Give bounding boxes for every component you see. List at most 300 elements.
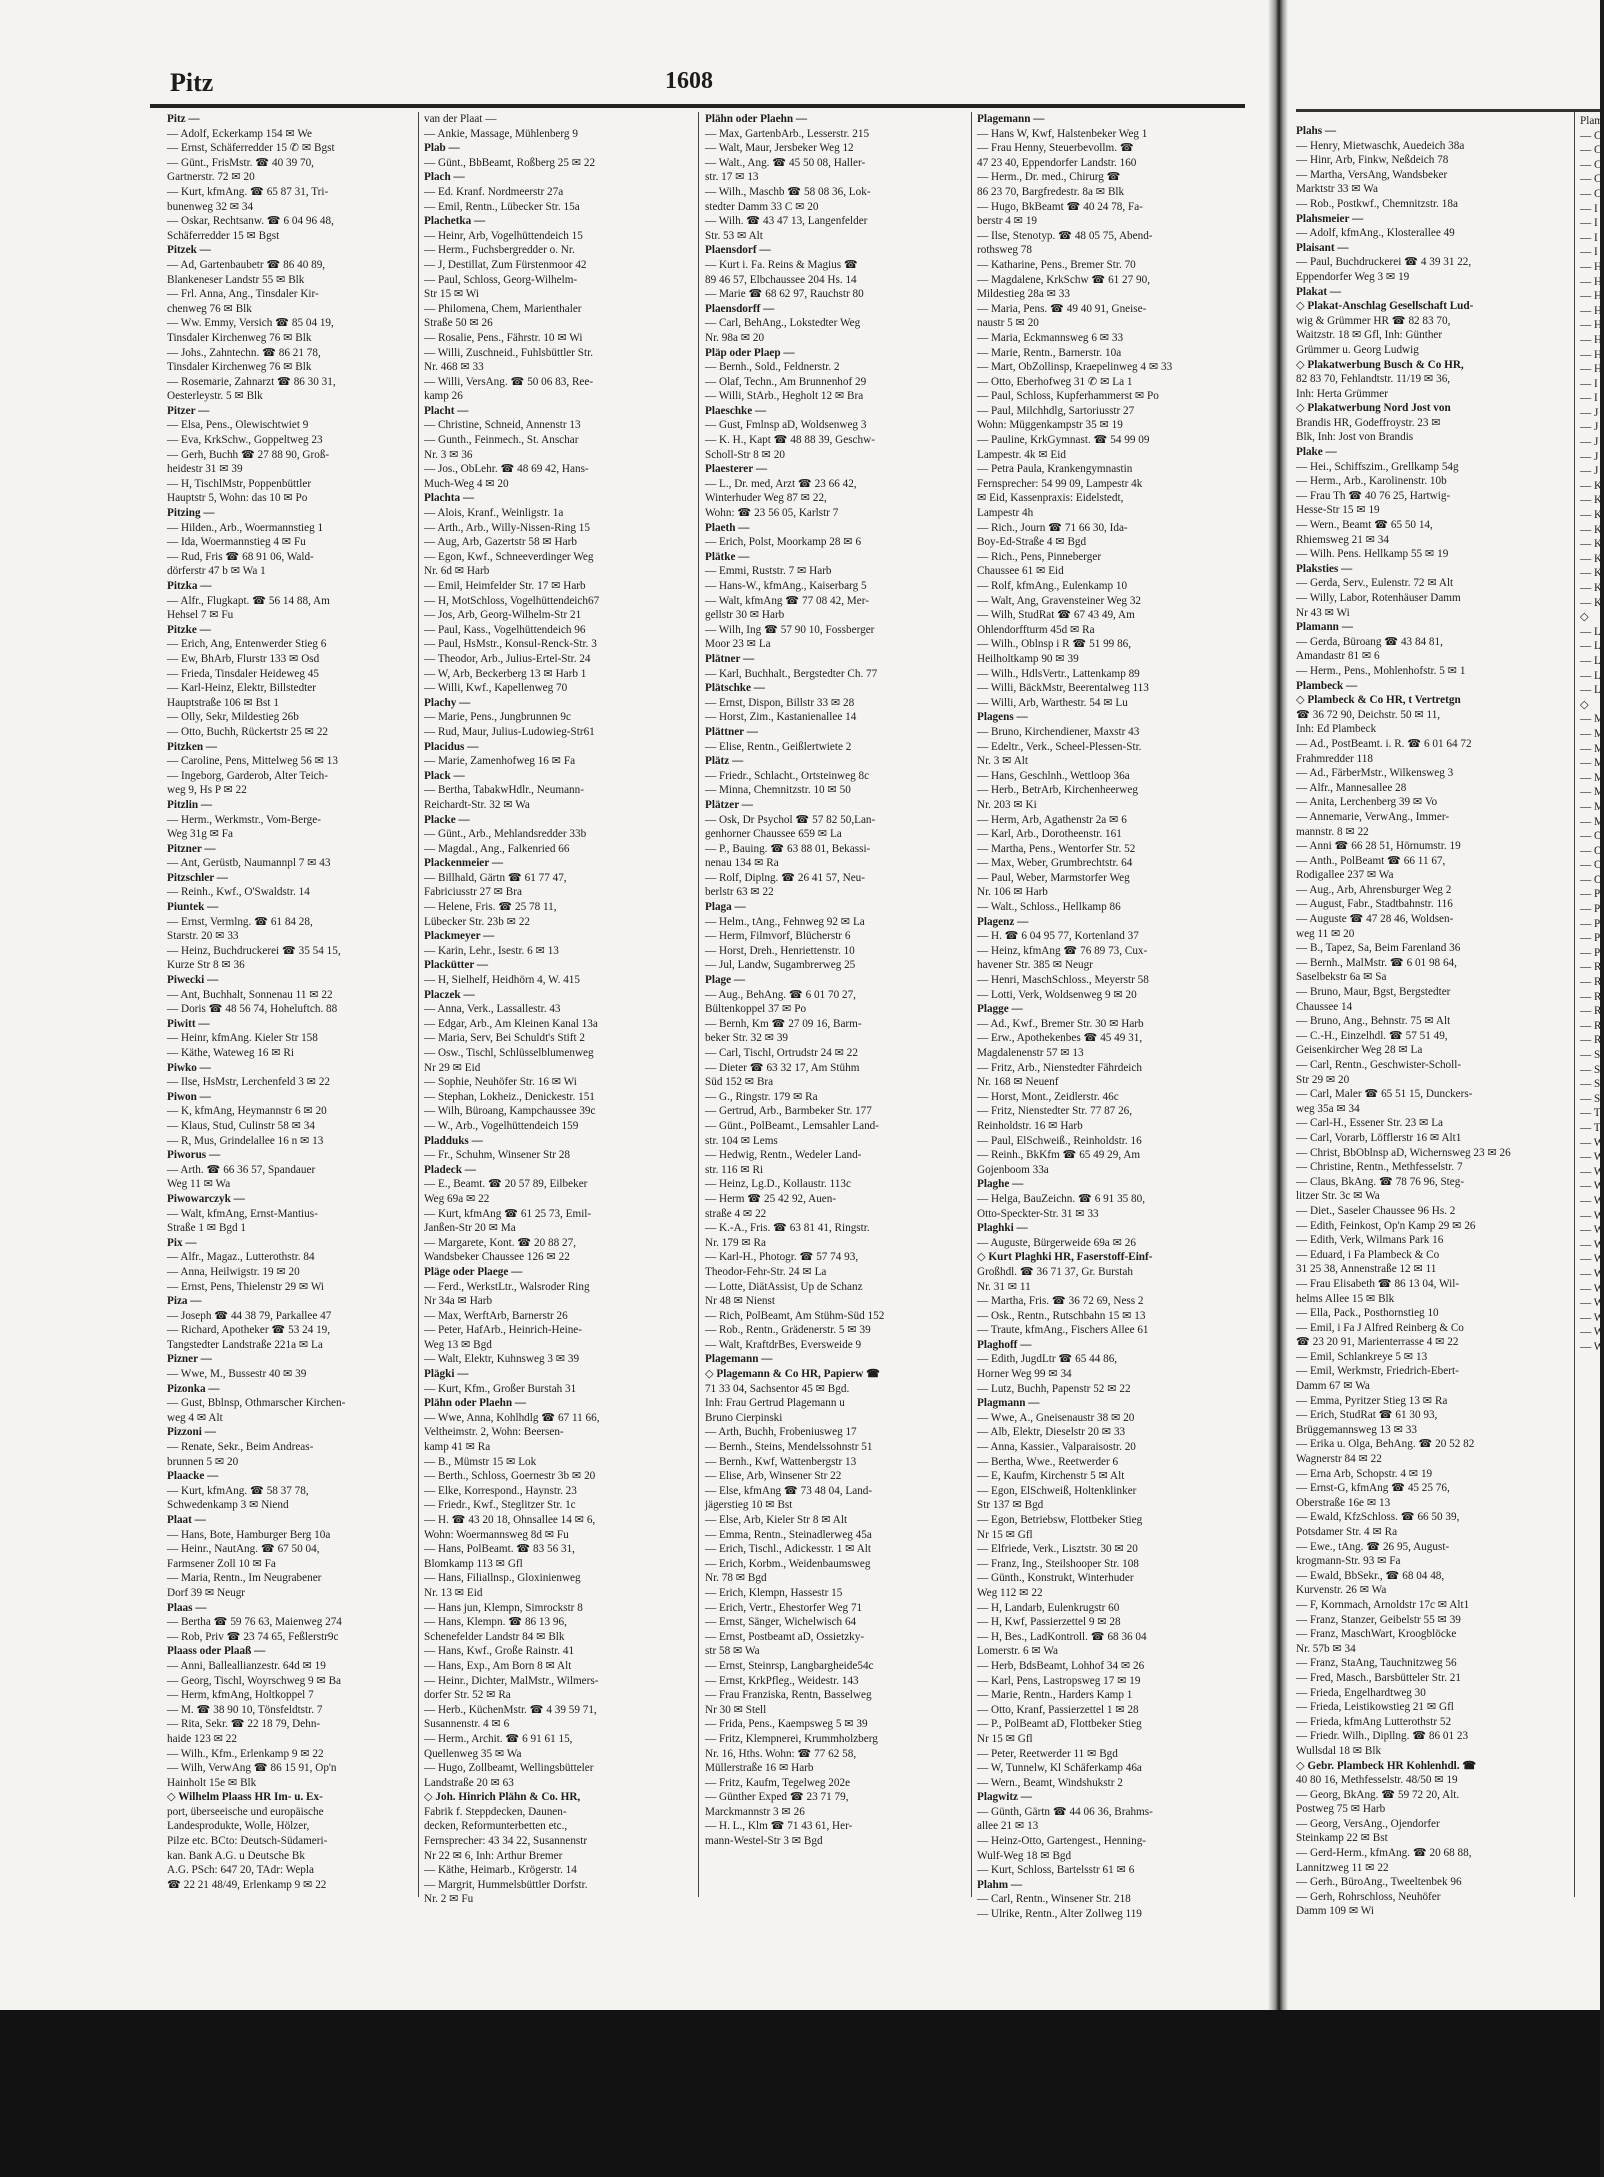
entry-line: — Stephan, Lokheiz., Denickestr. 151 xyxy=(424,1090,595,1103)
entry-line: — Maria, Rentn., Im Neugrabener xyxy=(167,1572,322,1585)
entry-line: Fernsprecher: 43 34 22, Susannenstr xyxy=(424,1835,588,1848)
entry-line: stedter Damm 33 C ✉ 20 xyxy=(705,200,819,213)
entry-line: — Christine, Rentn., Methfesselstr. 7 xyxy=(1296,1161,1463,1174)
entry-line: Fernsprecher: 54 99 09, Lampestr 4k xyxy=(977,477,1143,490)
entry-line: Piworus — xyxy=(167,1149,221,1162)
entry-line: — Wilh, VerwAng ☎ 86 15 91, Op'n xyxy=(167,1762,337,1775)
entry-line: Landstraße 20 ✉ 63 xyxy=(424,1776,514,1789)
entry-line: — Reinh., Kwf., O'Swaldstr. 14 xyxy=(167,886,310,899)
entry-line: — Ewe., tAng. ☎ 26 95, August- xyxy=(1296,1540,1450,1553)
entry-line: Plake — xyxy=(1296,446,1337,459)
entry-line: — Heinz-Otto, Gartengest., Henning- xyxy=(977,1835,1147,1848)
entry-line: Pitzner — xyxy=(167,842,216,855)
entry-line: Piwon — xyxy=(167,1090,211,1103)
entry-line: — Annemarie, VerwAng., Immer- xyxy=(1296,810,1450,823)
directory-column xyxy=(1580,114,1604,1904)
entry-line: Lomerstr. 6 ✉ Wa xyxy=(977,1645,1058,1658)
entry-line: — Hei., Schiffszim., Grellkamp 54g xyxy=(1296,460,1459,473)
entry-line: Lannitzweg 11 ✉ 22 xyxy=(1296,1861,1389,1874)
entry-line: — Hans-W., kfmAng., Kaiserbarg 5 xyxy=(705,580,867,592)
entry-line: — Horst, Zim., Kastanienallee 14 xyxy=(705,711,857,724)
entry-line: — Johs., Zahntechn. ☎ 86 21 78, xyxy=(167,346,321,359)
entry-line: Damm 67 ✉ Wa xyxy=(1296,1380,1370,1393)
entry-line: — Erw., Apothekenbes ☎ 45 49 31, xyxy=(977,1032,1143,1045)
entry-line: Nr. 106 ✉ Harb xyxy=(977,886,1048,899)
entry-line: — K, kfmAng, Heymannstr 6 ✉ 20 xyxy=(167,1105,327,1118)
entry-line: — Lutz, Buchh, Papenstr 52 ✉ 22 xyxy=(977,1382,1131,1395)
entry-line: — Maria, Eckmannsweg 6 ✉ 33 xyxy=(977,331,1124,344)
entry-line: Plaga — xyxy=(705,901,746,914)
entry-line: Großhdl. ☎ 36 71 37, Gr. Burstah xyxy=(977,1265,1133,1278)
entry-line: — I xyxy=(1580,202,1598,215)
entry-line: — Frieda, Engelhardtweg 30 xyxy=(1296,1686,1426,1699)
entry-line: — Otto, Eberhofweg 31 ✆ ✉ La 1 xyxy=(977,375,1133,388)
entry-line: haide 123 ✉ 22 xyxy=(167,1732,237,1745)
entry-line: — Elsa, Pens., Olewischtwiet 9 xyxy=(167,419,309,432)
entry-line: Plätschke — xyxy=(705,682,765,695)
entry-line: — Herm., Archit. ☎ 6 91 61 15, xyxy=(424,1732,573,1745)
directory-column xyxy=(705,112,953,1902)
entry-line: — Katharine, Pens., Bremer Str. 70 xyxy=(977,258,1136,271)
entry-line: Kurvenstr. 26 ✉ Wa xyxy=(1296,1584,1387,1597)
entry-line: Magdalenenstr 57 ✉ 13 xyxy=(977,1047,1084,1059)
entry-line: — Anth., PolBeamt ☎ 66 11 67, xyxy=(1296,854,1446,867)
entry-line: Veltheimstr. 2, Wohn: Beersen- xyxy=(424,1426,564,1439)
entry-line: — Gunth., Feinmech., St. Anschar xyxy=(424,434,579,447)
entry-line: — Renate, Sekr., Beim Andreas- xyxy=(167,1441,314,1454)
entry-line: — Egon, Betriebsw, Flottbeker Stieg xyxy=(977,1514,1143,1526)
entry-line: — Ew, BhArb, Flurstr 133 ✉ Osd xyxy=(167,652,320,665)
entry-line: 47 23 40, Eppendorfer Landstr. 160 xyxy=(977,156,1137,169)
entry-line: — Erich, Tischl., Adickesstr. 1 ✉ Alt xyxy=(705,1543,872,1556)
entry-line: — Helm., tAng., Fehnweg 92 ✉ La xyxy=(705,915,865,928)
entry-line: — Emil, Schlankreye 5 ✉ 13 xyxy=(1296,1350,1428,1363)
entry-line: krogmann-Str. 93 ✉ Fa xyxy=(1296,1555,1401,1568)
entry-line: ☎ 36 72 90, Deichstr. 50 ✉ 11, xyxy=(1296,708,1441,721)
entry-line: — Fred, Masch., Barsbütteler Str. 21 xyxy=(1296,1671,1461,1684)
entry-line: — P xyxy=(1580,917,1601,930)
entry-line: Straße 50 ✉ 26 xyxy=(424,317,493,330)
entry-line: Wagnerstr 84 ✉ 22 xyxy=(1296,1453,1382,1466)
entry-line: — C.-H., Einzelhdl. ☎ 57 51 49, xyxy=(1296,1029,1448,1042)
entry-line: Nr 48 ✉ Nienst xyxy=(705,1295,775,1308)
entry-line: — W xyxy=(1580,1282,1604,1295)
entry-line: Weg 13 ✉ Bgd xyxy=(424,1338,492,1351)
entry-line: — Max, Weber, Grumbrechtstr. 64 xyxy=(977,857,1133,870)
entry-line: — R xyxy=(1580,961,1602,974)
entry-line: — L xyxy=(1580,684,1601,697)
entry-line: — Ernst, KrkPfleg., Weidestr. 143 xyxy=(705,1674,859,1687)
entry-line: Nr. 6d ✉ Harb xyxy=(424,565,490,578)
entry-line: Nr. 16, Hths. Wohn: ☎ 77 62 58, xyxy=(705,1747,857,1760)
entry-line: — Kurt, Kfm., Großer Burstah 31 xyxy=(424,1382,577,1395)
entry-line: kamp 26 xyxy=(424,390,463,403)
entry-line: — H. ☎ 43 20 18, Ohnsallee 14 ✉ 6, xyxy=(424,1514,596,1526)
entry-line: — Käthe, Wateweg 16 ✉ Ri xyxy=(167,1047,294,1059)
entry-line: — Hugo, BkBeamt ☎ 40 24 78, Fa- xyxy=(977,200,1143,213)
entry-line: — Kurt, Schloss, Bartelsstr 61 ✉ 6 xyxy=(977,1864,1135,1877)
entry-line: — Philomena, Chem, Marienthaler xyxy=(424,302,582,315)
entry-line: — Jos, Arb, Georg-Wilhelm-Str 21 xyxy=(424,609,582,622)
entry-line: — Gust, Bblnsp, Othmarscher Kirchen- xyxy=(167,1397,346,1410)
entry-line: — Carl, Maler ☎ 65 51 15, Dunckers- xyxy=(1296,1088,1473,1101)
entry-line: — Bernh, Km ☎ 27 09 16, Barm- xyxy=(705,1017,862,1030)
entry-line: Nr. 78 ✉ Bgd xyxy=(705,1572,767,1585)
entry-line: — M xyxy=(1580,800,1604,813)
entry-line: Süd 152 ✉ Bra xyxy=(705,1076,774,1089)
entry-line: Placidus — xyxy=(424,740,479,753)
entry-line: — M xyxy=(1580,815,1604,828)
entry-line: Plackenmeier — xyxy=(424,857,504,870)
entry-line: dorfer Str. 52 ✉ Ra xyxy=(424,1689,511,1702)
entry-line: Wullsdal 18 ✉ Blk xyxy=(1296,1744,1382,1757)
entry-line: — Rolf, kfmAng., Eulenkamp 10 xyxy=(977,580,1128,592)
entry-line: — Max, WerftArb, Barnerstr 26 xyxy=(424,1309,568,1322)
entry-line: str 58 ✉ Wa xyxy=(705,1645,760,1658)
entry-line: Plam xyxy=(1580,115,1603,127)
entry-line: — Adolf, Eckerkamp 154 ✉ We xyxy=(167,127,312,140)
entry-line: Scholl-Str 8 ✉ 20 xyxy=(705,448,785,461)
entry-line: kamp 41 ✉ Ra xyxy=(424,1441,491,1454)
page-number: 1608 xyxy=(665,68,713,94)
entry-line: — Arth, Buchh, Frobeniusweg 17 xyxy=(705,1426,857,1439)
entry-line: 31 25 38, Annenstraße 12 ✉ 11 xyxy=(1296,1263,1437,1276)
entry-line: — Wilh., Maschb ☎ 58 08 36, Lok- xyxy=(705,185,871,198)
entry-line: — H xyxy=(1580,260,1603,273)
entry-line: — Herm, Arb, Agathenstr 2a ✉ 6 xyxy=(977,813,1127,826)
entry-line: Plagenz — xyxy=(977,915,1029,928)
entry-line: — P xyxy=(1580,888,1601,901)
entry-line: Pitzek — xyxy=(167,244,211,257)
entry-line: — Herm ☎ 25 42 92, Auen- xyxy=(705,1192,837,1205)
entry-line: 86 23 70, Bargfredestr. 8a ✉ Blk xyxy=(977,185,1125,198)
entry-line: — Friedr. Wilh., Dipllng. ☎ 86 01 23 xyxy=(1296,1730,1469,1743)
entry-line: — Karin, Lehr., Isestr. 6 ✉ 13 xyxy=(424,944,559,957)
entry-line: Fabriciusstr 27 ✉ Bra xyxy=(424,886,522,899)
entry-line: — H xyxy=(1580,363,1603,376)
entry-line: Brandis HR, Godeffroystr. 23 ✉ xyxy=(1296,416,1441,429)
entry-line: — L xyxy=(1580,640,1601,653)
entry-line: — Rosemarie, Zahnarzt ☎ 86 30 31, xyxy=(167,375,336,388)
entry-line: Plaisant — xyxy=(1296,241,1349,254)
entry-line: — Heinz, Lg.D., Kollaustr. 113c xyxy=(705,1178,851,1191)
entry-line: Plagens — xyxy=(977,711,1028,724)
entry-line: — Sophie, Neuhöfer Str. 16 ✉ Wi xyxy=(424,1076,577,1089)
entry-line: — Arth., Arb., Willy-Nissen-Ring 15 xyxy=(424,521,590,534)
entry-line: — P., Bauing. ☎ 63 88 01, Bekassi- xyxy=(705,842,871,855)
entry-line: — Wern., Beamt ☎ 65 50 14, xyxy=(1296,519,1433,532)
entry-line: Starstr. 20 ✉ 33 xyxy=(167,930,239,943)
entry-line: Reinholdstr. 16 ✉ Harb xyxy=(977,1119,1083,1132)
entry-line: — Fr., Schuhm, Winsener Str 28 xyxy=(424,1149,571,1162)
entry-line: Plätzer — xyxy=(705,798,753,811)
entry-line: Plaghoff — xyxy=(977,1338,1032,1351)
entry-line: — M xyxy=(1580,771,1604,784)
entry-line: Frahmredder 118 xyxy=(1296,752,1373,765)
entry-line: — W, Arb, Beckerberg 13 ✉ Harb 1 xyxy=(424,667,587,680)
entry-line: — Osk, Dr Psychol ☎ 57 82 50,Lan- xyxy=(705,813,876,826)
entry-line: — Ewald, KfzSchloss. ☎ 66 50 39, xyxy=(1296,1511,1460,1524)
entry-line: — Carl-H., Essener Str. 23 ✉ La xyxy=(1296,1117,1444,1130)
entry-line: — Fritz, Nienstedter Str. 77 87 26, xyxy=(977,1105,1133,1118)
entry-line: — W xyxy=(1580,1238,1604,1251)
entry-line: ✉ Eid, Kassenpraxis: Eidelstedt, xyxy=(977,492,1124,505)
entry-line: Pizonka — xyxy=(167,1382,220,1395)
entry-line: Kurze Str 8 ✉ 36 xyxy=(167,959,245,972)
entry-line: Plab — xyxy=(424,142,460,155)
entry-line: — H xyxy=(1580,290,1603,303)
entry-line: Plagge — xyxy=(977,1003,1023,1016)
entry-line: — R xyxy=(1580,1034,1602,1047)
entry-line: wig & Grümmer HR ☎ 82 83 70, xyxy=(1296,314,1451,327)
entry-line: — Eva, KrkSchw., Goppeltweg 23 xyxy=(167,434,323,447)
entry-line: — P xyxy=(1580,932,1601,945)
entry-line: — Gerd-Herm., kfmAng. ☎ 20 68 88, xyxy=(1296,1847,1472,1860)
entry-line: — Horst, Mont., Zeidlerstr. 46c xyxy=(977,1090,1119,1103)
entry-line: — Willi, BäckMstr, Beerentalweg 113 xyxy=(977,682,1149,695)
entry-line: — Heinr., Dichter, MalMstr., Wilmers- xyxy=(424,1674,599,1687)
entry-line: — Herb., BetrArb, Kirchenheerweg xyxy=(977,784,1138,797)
entry-line: — W xyxy=(1580,1253,1604,1266)
entry-line: Pladeck — xyxy=(424,1163,476,1176)
entry-line: — Horst, Dreh., Henriettenstr. 10 xyxy=(705,944,855,957)
entry-line: — Alois, Kranf., Weinligstr. 1a xyxy=(424,507,564,520)
entry-line: — Edith, Feinkost, Op'n Kamp 29 ✉ 26 xyxy=(1296,1219,1476,1232)
entry-line: — Rich., Journ ☎ 71 66 30, Ida- xyxy=(977,521,1128,534)
entry-line: — P., PolBeamt aD, Flottbeker Stieg xyxy=(977,1718,1142,1731)
entry-line: — O xyxy=(1580,873,1603,886)
entry-line: Plätke — xyxy=(705,550,750,563)
entry-line: — W xyxy=(1580,1326,1604,1339)
entry-line: — Edeltr., Verk., Scheel-Plessen-Str. xyxy=(977,740,1142,753)
entry-line: Wohn: ☎ 23 56 05, Karlstr 7 xyxy=(705,507,839,520)
entry-line: str. 104 ✉ Lems xyxy=(705,1134,778,1147)
entry-line: — Adolf, kfmAng., Klosterallee 49 xyxy=(1296,227,1455,240)
entry-line: — Carl, Rentn., Winsener Str. 218 xyxy=(977,1893,1131,1906)
entry-line: berstr 4 ✉ 19 xyxy=(977,215,1038,228)
entry-line: — Frau Henny, Steuerbevollm. ☎ xyxy=(977,142,1134,155)
entry-line: — Walt., Schloss., Hellkamp 86 xyxy=(977,901,1121,914)
entry-line: — S xyxy=(1580,1078,1601,1091)
entry-line: Pizzoni — xyxy=(167,1426,216,1439)
entry-line: — Wilh., Oblnsp i R ☎ 51 99 86, xyxy=(977,638,1132,651)
entry-line: — T xyxy=(1580,1121,1601,1134)
entry-line: — Emil, Rentn., Lübecker Str. 15a xyxy=(424,200,580,213)
entry-line: Lampestr 4h xyxy=(977,507,1034,520)
entry-line: Plaghe — xyxy=(977,1178,1024,1191)
entry-line: ◇ Plakat-Anschlag Gesellschaft Lud- xyxy=(1296,300,1474,313)
entry-line: weg 11 ✉ 20 xyxy=(1296,927,1355,940)
entry-line: — Willi, VersAng. ☎ 50 06 83, Ree- xyxy=(424,375,594,388)
entry-line: — K.-A., Fris. ☎ 63 81 41, Ringstr. xyxy=(705,1222,870,1235)
entry-line: — Anna, Verk., Lassallestr. 43 xyxy=(424,1003,561,1016)
entry-line: Pizner — xyxy=(167,1353,212,1366)
entry-line: Pitzlin — xyxy=(167,798,213,811)
entry-line: weg 9, Hs P ✉ 22 xyxy=(167,784,247,797)
entry-line: — Claus, BkAng. ☎ 78 76 96, Steg- xyxy=(1296,1175,1465,1188)
entry-line: — Ernst, Sänger, Wichelwisch 64 xyxy=(705,1616,857,1629)
book-spine xyxy=(1268,0,1288,2010)
entry-line: — Günt., PolBeamt., Lemsahler Land- xyxy=(705,1119,879,1132)
entry-line: ◇ Plakatwerbung Nord Jost von xyxy=(1296,402,1451,415)
entry-line: kan. Bank A.G. u Deutsche Bk xyxy=(167,1849,305,1862)
entry-line: Nr 34a ✉ Harb xyxy=(424,1295,493,1308)
entry-line: — Margarete, Kont. ☎ 20 88 27, xyxy=(424,1236,576,1249)
entry-line: — Rud, Fris ☎ 68 91 06, Wald- xyxy=(167,550,314,563)
entry-line: — Bertha, TabakwHdlr., Neumann- xyxy=(424,784,584,797)
entry-line: Bruno Cierpinski xyxy=(705,1411,783,1424)
column-divider xyxy=(698,112,699,1897)
entry-line: — Kurt, kfmAng ☎ 61 25 73, Emil- xyxy=(424,1207,592,1220)
entry-line: Lampestr. 4k ✉ Eid xyxy=(977,448,1066,461)
entry-line: Plamann — xyxy=(1296,621,1353,634)
entry-line: — I xyxy=(1580,392,1598,405)
entry-line: — Pauline, KrkGymnast. ☎ 54 99 09 xyxy=(977,434,1150,447)
entry-line: Str 15 ✉ Wi xyxy=(424,288,480,301)
entry-line: — H, Landarb, Eulenkrugstr 60 xyxy=(977,1601,1120,1614)
entry-line: Plachta — xyxy=(424,492,475,505)
entry-line: naustr 5 ✉ 20 xyxy=(977,317,1039,330)
entry-line: — O xyxy=(1580,844,1603,857)
entry-line: — Günth., Konstrukt, Winterhuder xyxy=(977,1572,1134,1585)
entry-line: — Heinr, Arb, Vogelhüttendeich 15 xyxy=(424,229,583,242)
entry-line: Pläp oder Plaep — xyxy=(705,346,795,359)
entry-line: — Willi, Kwf., Kapellenweg 70 xyxy=(424,682,568,695)
entry-line: Gartnerstr. 72 ✉ 20 xyxy=(167,171,255,184)
entry-line: — K xyxy=(1580,538,1603,551)
entry-line: brunnen 5 ✉ 20 xyxy=(167,1455,239,1468)
entry-line: — E., Beamt. ☎ 20 57 89, Eilbeker xyxy=(424,1178,588,1191)
entry-line: — Frau Th ☎ 40 76 25, Hartwig- xyxy=(1296,489,1451,502)
entry-line: — J xyxy=(1580,436,1599,449)
entry-line: — B., Mümstr 15 ✉ Lok xyxy=(424,1455,537,1468)
entry-line: — Hans, Kwf., Große Rainstr. 41 xyxy=(424,1645,575,1658)
entry-line: — Friedr., Schlacht., Ortsteinweg 8c xyxy=(705,769,870,782)
entry-line: ◇ Joh. Hinrich Plähn & Co. HR, xyxy=(424,1791,581,1804)
entry-line: — Hilden., Arb., Woermannstieg 1 xyxy=(167,521,324,534)
entry-line: Nr. 98a ✉ 20 xyxy=(705,331,765,344)
entry-line: — Emmi, Ruststr. 7 ✉ Harb xyxy=(705,565,832,578)
entry-line: Plack — xyxy=(424,769,465,782)
entry-line: — Gerda, Serv., Eulenstr. 72 ✉ Alt xyxy=(1296,577,1454,590)
entry-line: — Frl. Anna, Ang., Tinsdaler Kir- xyxy=(167,288,319,301)
entry-line: ◇ Gebr. Plambeck HR Kohlenhdl. ☎ xyxy=(1296,1759,1477,1772)
entry-line: Chaussee 61 ✉ Eid xyxy=(977,565,1064,578)
entry-line: — Herm, kfmAng, Holtkoppel 7 xyxy=(167,1689,314,1702)
entry-line: — L xyxy=(1580,654,1601,667)
entry-line: — Martha, Fris. ☎ 36 72 69, Ness 2 xyxy=(977,1295,1144,1308)
entry-line: Mildestieg 28a ✉ 33 xyxy=(977,288,1070,301)
entry-line: — Marie, Rentn., Harders Kamp 1 xyxy=(977,1689,1133,1702)
entry-line: — J xyxy=(1580,421,1599,434)
entry-line: Pitzka — xyxy=(167,580,212,592)
entry-line: Nr. 179 ✉ Ra xyxy=(705,1236,766,1249)
entry-line: — Karl, Buchhalt., Bergstedter Ch. 77 xyxy=(705,667,878,680)
entry-line: — Anna, Heilwigstr. 19 ✉ 20 xyxy=(167,1265,300,1278)
entry-line: — W xyxy=(1580,1165,1604,1178)
entry-line: ◇ Plagemann & Co HR, Papierw ☎ xyxy=(705,1368,881,1381)
entry-line: — Fritz, Arb., Nienstedter Fährdeich xyxy=(977,1061,1142,1074)
entry-line: — S xyxy=(1580,1092,1601,1105)
entry-line: — O xyxy=(1580,859,1603,872)
entry-line: — Friedr., Kwf., Steglitzer Str. 1c xyxy=(424,1499,576,1512)
entry-line: — Frau Franziska, Rentn, Basselweg xyxy=(705,1689,872,1702)
entry-line: — W xyxy=(1580,1297,1604,1310)
entry-line: — August, Fabr., Stadtbahnstr. 116 xyxy=(1296,898,1453,911)
entry-line: — W xyxy=(1580,1209,1604,1222)
entry-line: Nr. 31 ✉ 11 xyxy=(977,1280,1031,1293)
directory-column xyxy=(977,112,1237,1921)
entry-line: — Kurt, kfmAng. ☎ 65 87 31, Tri- xyxy=(167,185,329,198)
entry-line: — Bernh., Steins, Mendelssohnstr 51 xyxy=(705,1441,873,1454)
entry-line: Schäferredder 15 ✉ Bgst xyxy=(167,229,280,242)
entry-line: — P xyxy=(1580,903,1601,916)
entry-line: ☎ 23 20 91, Marienterrasse 4 ✉ 22 xyxy=(1296,1336,1459,1349)
entry-line: Nr 15 ✉ Gfl xyxy=(977,1732,1033,1745)
entry-line: — K xyxy=(1580,509,1603,522)
entry-line: — Franz, Stanzer, Geibelstr 55 ✉ 39 xyxy=(1296,1613,1461,1626)
entry-line: — W xyxy=(1580,1151,1604,1164)
entry-line: — Carl, BehAng., Lokstedter Weg xyxy=(705,317,861,330)
entry-line: Wandsbeker Chaussee 126 ✉ 22 xyxy=(424,1251,570,1264)
entry-line: — Berth., Schloss, Goernestr 3b ✉ 20 xyxy=(424,1470,596,1483)
entry-line: — O xyxy=(1580,830,1603,843)
entry-line: — Rob, Priv ☎ 23 74 65, Feßlerstr9c xyxy=(167,1630,339,1643)
entry-line: — T xyxy=(1580,1107,1601,1120)
entry-line: — Joseph ☎ 44 38 79, Parkallee 47 xyxy=(167,1309,332,1322)
entry-line: — C xyxy=(1580,187,1602,200)
entry-line: — Peter, HafArb., Heinrich-Heine- xyxy=(424,1324,582,1337)
entry-line: — Willi, Arb, Warthestr. 54 ✉ Lu xyxy=(977,696,1128,709)
entry-line: Piwitt — xyxy=(167,1017,210,1030)
entry-line: — Minna, Chemnitzstr. 10 ✉ 50 xyxy=(705,784,851,797)
entry-line: — I xyxy=(1580,217,1598,230)
entry-line: — Ernst, Steinrsp, Langbargheide54c xyxy=(705,1659,874,1672)
entry-line: Wohn: Woermannsweg 8d ✉ Fu xyxy=(424,1528,569,1541)
entry-line: Hauptstraße 106 ✉ Bst 1 xyxy=(167,696,279,709)
entry-line: Hesse-Str 15 ✉ 19 xyxy=(1296,504,1380,517)
entry-line: — Günther Exped ☎ 23 71 79, xyxy=(705,1791,849,1804)
entry-line: Plätz — xyxy=(705,755,744,768)
entry-line: — L xyxy=(1580,625,1601,638)
entry-line: Damm 109 ✉ Wi xyxy=(1296,1905,1375,1918)
entry-line: — Ad., Kwf., Bremer Str. 30 ✉ Harb xyxy=(977,1017,1144,1030)
entry-line: — M xyxy=(1580,713,1604,726)
entry-line: bunenweg 32 ✉ 34 xyxy=(167,200,254,213)
entry-line: — C xyxy=(1580,144,1602,157)
entry-line: Schenefelder Landstr 84 ✉ Blk xyxy=(424,1630,565,1643)
entry-line: ◇ Kurt Plaghki HR, Faserstoff-Einf- xyxy=(977,1251,1153,1264)
entry-line: — Marie ☎ 68 62 97, Rauchstr 80 xyxy=(705,288,864,301)
entry-line: — Aug., BehAng. ☎ 6 01 70 27, xyxy=(705,988,856,1001)
entry-line: — H, Bes., LadKontroll. ☎ 68 36 04 xyxy=(977,1630,1147,1643)
entry-line: Bültenkoppel 37 ✉ Po xyxy=(705,1003,807,1016)
entry-line: — Carl, Rentn., Geschwister-Scholl- xyxy=(1296,1059,1462,1071)
entry-line: — J xyxy=(1580,406,1599,419)
entry-line: — Georg, VersAng., Ojendorfer xyxy=(1296,1817,1440,1830)
entry-line: Str. 53 ✉ Alt xyxy=(705,229,763,242)
entry-line: straße 4 ✉ 22 xyxy=(705,1207,767,1220)
entry-line: — Auguste ☎ 47 28 46, Woldsen- xyxy=(1296,913,1454,926)
entry-line: Plaass oder Plaaß — xyxy=(167,1645,266,1658)
entry-line: Nr. 468 ✉ 33 xyxy=(424,361,484,374)
entry-line: — Ernst, Schäferredder 15 ✆ ✉ Bgst xyxy=(167,142,335,155)
entry-line: Heilholtkamp 90 ✉ 39 xyxy=(977,652,1079,665)
entry-line: — Wwe, A., Gneisenaustr 38 ✉ 20 xyxy=(977,1411,1135,1424)
entry-line: mann-Westel-Str 3 ✉ Bgd xyxy=(705,1835,823,1848)
entry-line: Reichardt-Str. 32 ✉ Wa xyxy=(424,798,530,811)
entry-line: Otto-Speckter-Str. 31 ✉ 33 xyxy=(977,1207,1099,1220)
